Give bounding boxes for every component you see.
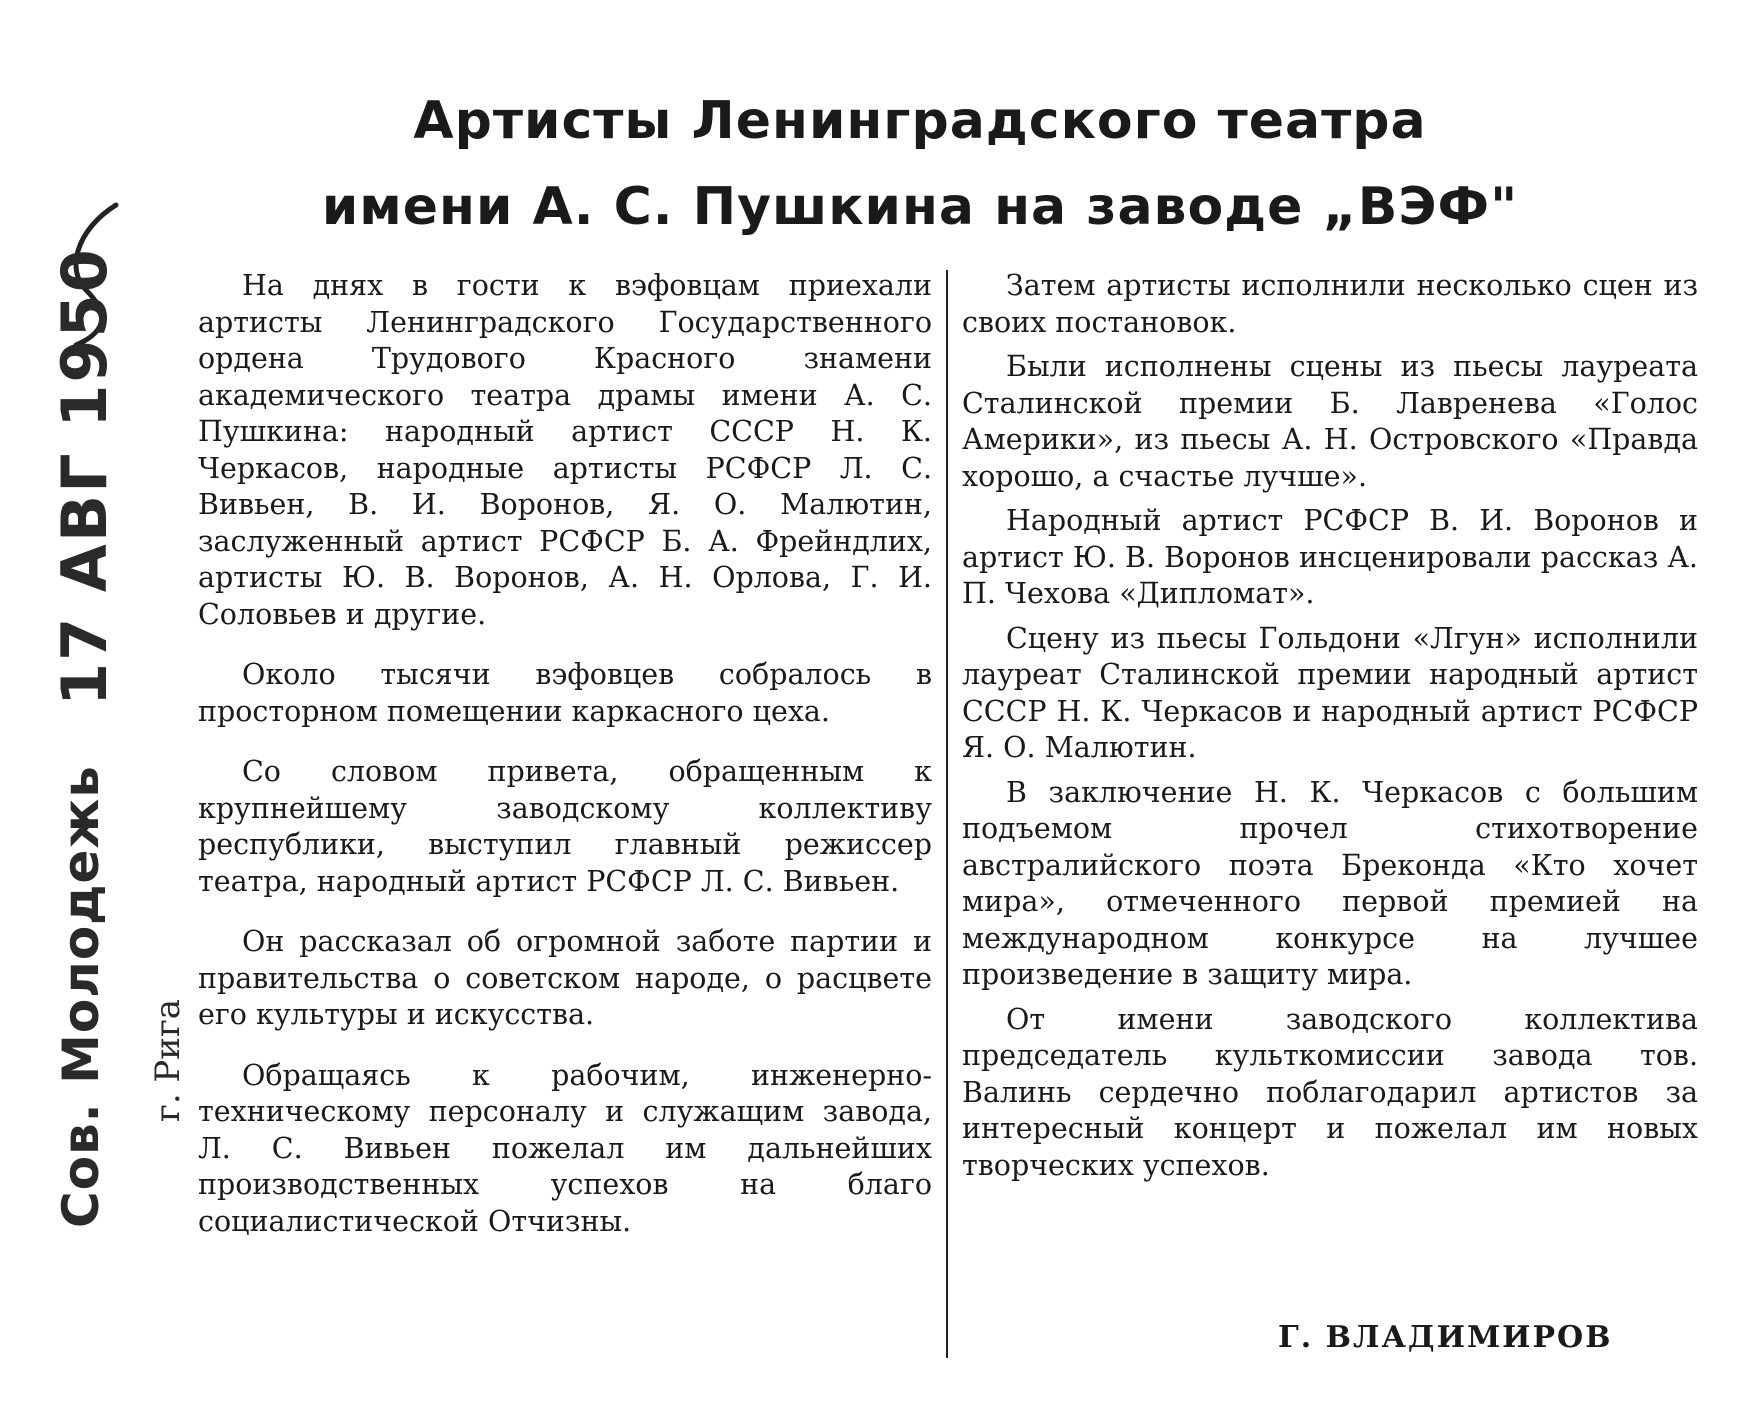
paragraph: Были исполнены сцены из пьесы лауреата Сталинской премии Б. Лавренева «Голос Америки», из пьесы А. Н. Островского «Правда хорошо, а счастье лучше». xyxy=(962,350,1698,493)
paragraph: От имени заводского коллектива председатель культкомиссии завода тов. Валинь сердечно поблагодарил артистов за интересный концерт и пожелал им новых творческих успехов. xyxy=(962,1002,1698,1182)
paragraph: Сцену из пьесы Гольдони «Лгун» исполнили лауреат Сталинской премии народный артист СССР Н. К. Черкасов и народный артист РСФСР Я. О. Малютин. xyxy=(962,621,1698,764)
column-divider xyxy=(946,270,948,1358)
article-column-left xyxy=(198,268,932,1248)
paragraph: Он рассказал об огромной заботе партии и правительства о советском народе, о расцвете его культуры и искусства. xyxy=(198,925,932,1031)
article-headline xyxy=(300,78,1540,250)
headline-line-1: Артисты Ленинградского театра xyxy=(413,91,1427,151)
archive-date-stamp: 17 АВГ 1950 xyxy=(48,247,121,706)
newspaper-name-stamp: Сов. Молодежь xyxy=(52,765,110,1228)
paragraph: Затем артисты исполнили несколько сцен из своих постановок. xyxy=(962,269,1698,339)
paragraph: Около тысячи вэфовцев собралось в просторном помещении каркасного цеха. xyxy=(198,658,932,728)
paragraph: На днях в гости к вэфовцам приехали артисты Ленинградского Государственного ордена Трудового Красного знамени академического театра драмы имени А. С. Пушкина: народный артист СССР Н. К. Черкасов, народные артисты РСФСР Л. С. Вивьен, В. И. Воронов, Я. О. Малютин, заслуженный артист РСФСР Б. А. Фрейндлих, артисты Ю. В. Воронов, А. Н. Орлова, Г. И. Соловьев и другие. xyxy=(198,269,932,631)
paragraph: Обращаясь к рабочим, инженерно-техническому персоналу и служащим завода, Л. С. Вивьен пожелал им дальнейших производственных успехов на благо социалистической Отчизны. xyxy=(198,1058,932,1238)
author-signature: Г. ВЛАДИМИРОВ xyxy=(1278,1320,1613,1355)
paragraph: В заключение Н. К. Черкасов с большим подъемом прочел стихотворение австралийского поэта Бреконда «Кто хочет мира», отмеченного первой премией на международном конкурсе на лучшее произведение в защиту мира. xyxy=(962,775,1698,991)
paragraph: Со словом привета, обращенным к крупнейшему заводскому коллективу республики, выступил главный режиссер театра, народный артист РСФСР Л. С. Вивьен. xyxy=(198,755,932,898)
city-stamp: г. Рига xyxy=(148,998,188,1122)
article-column-right xyxy=(962,268,1698,1192)
paragraph: Народный артист РСФСР В. И. Воронов и артист Ю. В. Воронов инсценировали рассказ А. П. Чехова «Дипломат». xyxy=(962,504,1698,610)
headline-line-2: имени А. С. Пушкина на заводе „ВЭФ" xyxy=(321,177,1519,237)
